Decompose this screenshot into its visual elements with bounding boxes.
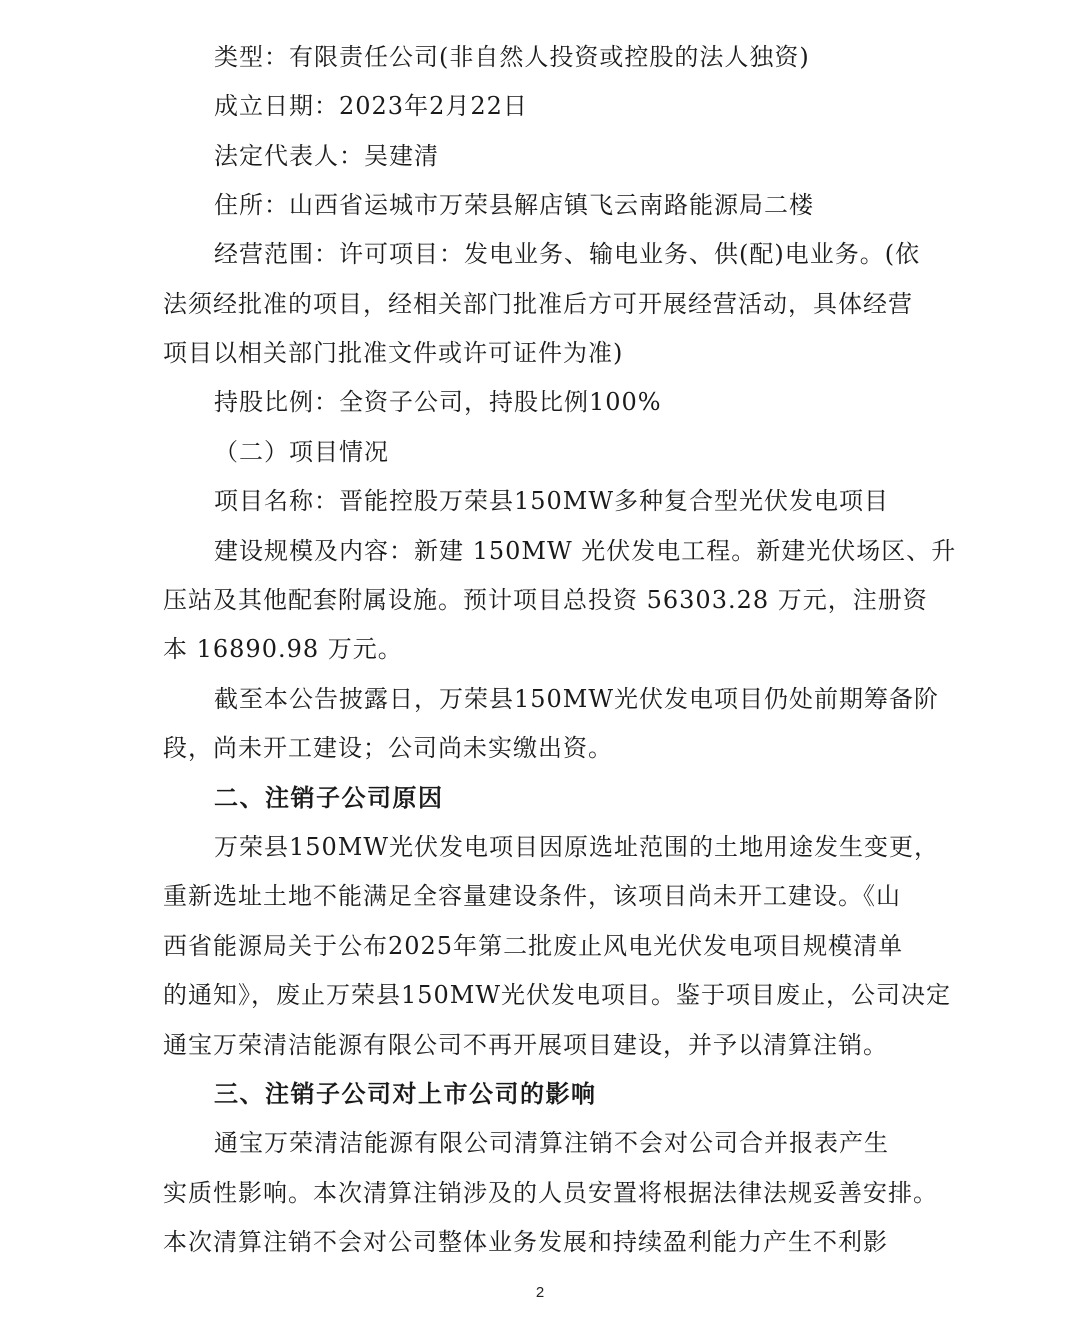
section-two-heading: 二、注销子公司原因 <box>214 784 444 812</box>
reason-line-2: 重新选址土地不能满足全容量建设条件，该项目尚未开工建设。《山 <box>163 882 901 910</box>
business-scope-line-1: 经营范围：许可项目：发电业务、输电业务、供(配)电业务。(依 <box>214 240 921 268</box>
status-line-2: 段，尚未开工建设；公司尚未实缴出资。 <box>163 734 613 762</box>
established-date-line: 成立日期：2023年2月22日 <box>214 92 528 120</box>
impact-line-1: 通宝万荣清洁能源有限公司清算注销不会对公司合并报表产生 <box>214 1129 889 1157</box>
status-line-1: 截至本公告披露日，万荣县150MW光伏发电项目仍处前期筹备阶 <box>214 685 940 713</box>
reason-line-1: 万荣县150MW光伏发电项目因原选址范围的土地用途发生变更， <box>214 833 940 861</box>
legal-representative-line: 法定代表人：吴建清 <box>214 142 439 170</box>
impact-line-3: 本次清算注销不会对公司整体业务发展和持续盈利能力产生不利影 <box>163 1228 888 1256</box>
address-line: 住所：山西省运城市万荣县解店镇飞云南路能源局二楼 <box>214 191 814 219</box>
reason-line-5: 通宝万荣清洁能源有限公司不再开展项目建设，并予以清算注销。 <box>163 1031 888 1059</box>
construction-scale-line-2: 压站及其他配套附属设施。预计项目总投资 56303.28 万元，注册资 <box>163 586 928 614</box>
section-three-heading: 三、注销子公司对上市公司的影响 <box>214 1080 597 1108</box>
page-number: 2 <box>535 1284 545 1301</box>
company-type-line: 类型：有限责任公司(非自然人投资或控股的法人独资) <box>214 43 810 71</box>
business-scope-line-3: 项目以相关部门批准文件或许可证件为准) <box>163 339 624 367</box>
shareholding-line: 持股比例：全资子公司，持股比例100% <box>214 388 662 416</box>
impact-line-2: 实质性影响。本次清算注销涉及的人员安置将根据法律法规妥善安排。 <box>163 1179 938 1207</box>
project-name-line: 项目名称：晋能控股万荣县150MW多种复合型光伏发电项目 <box>214 487 890 515</box>
construction-scale-line-1: 建设规模及内容：新建 150MW 光伏发电工程。新建光伏场区、升 <box>214 537 957 565</box>
project-section-heading: （二）项目情况 <box>214 438 389 466</box>
construction-scale-line-3: 本 16890.98 万元。 <box>163 635 403 663</box>
reason-line-4: 的通知》，废止万荣县150MW光伏发电项目。鉴于项目废止，公司决定 <box>163 981 952 1009</box>
reason-line-3: 西省能源局关于公布2025年第二批废止风电光伏发电项目规模清单 <box>163 932 904 960</box>
business-scope-line-2: 法须经批准的项目，经相关部门批准后方可开展经营活动，具体经营 <box>163 290 913 318</box>
